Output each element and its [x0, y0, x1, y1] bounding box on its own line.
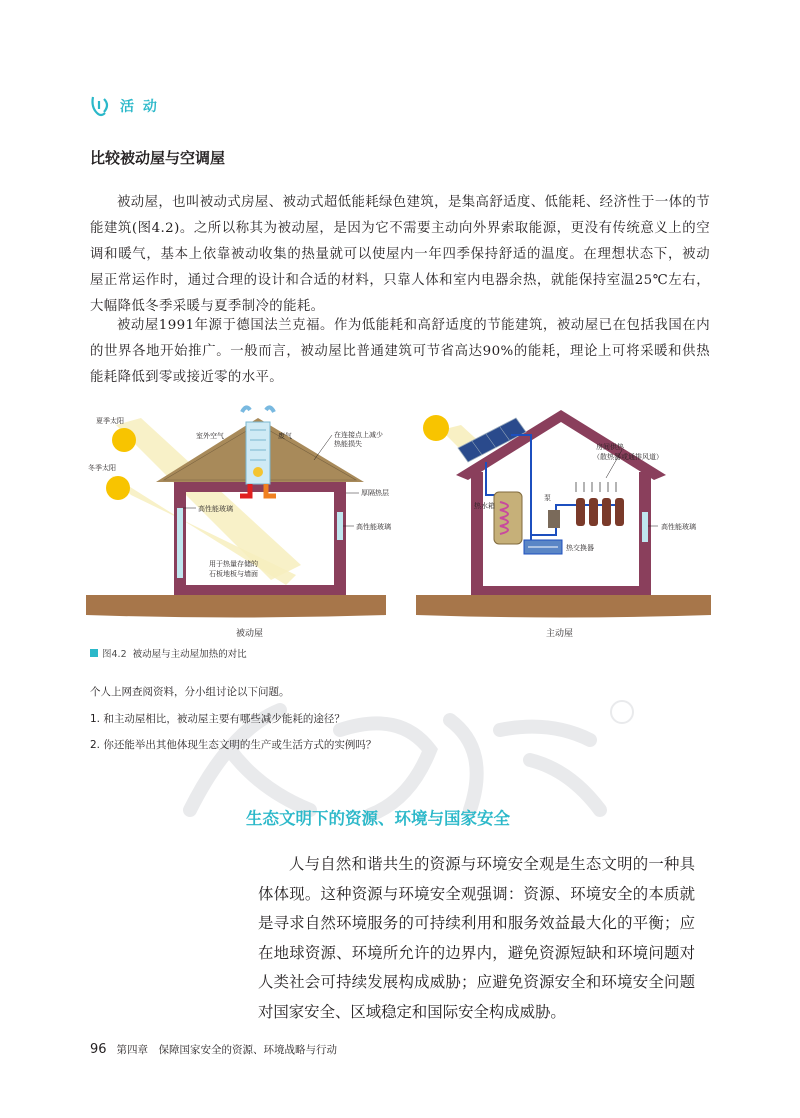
joint-note-label-1: 在连接点上减少 — [334, 431, 383, 439]
section-body: 人与自然和谐共生的资源与环境安全观是生态文明的一种具体体现。这种资源与环境安全观强调：资源、环境安全的本质就是寻求自然环境服务的可持续利用和服务效益最大化的平衡；应在地球资源、环境所允许的边界内，避免资源短缺和环境问题对人类社会可持续发展构成威胁；应避免资源安全和环境安全问题对国家安全、区域稳定和国际安全构成威胁。 — [258, 855, 695, 1021]
activity-icon — [88, 93, 114, 119]
questions-intro: 个人上网查阅资料，分小组讨论以下问题。 — [90, 686, 290, 698]
water-tank-label: 热水箱 — [474, 502, 495, 510]
exhaust-air-label: 废气 — [278, 432, 292, 440]
glass-label-left: 高性能玻璃 — [198, 505, 233, 513]
water-tank-icon — [494, 492, 522, 544]
paragraph-2: 被动屋1991年源于德国法兰克福。作为低能耗和高舒适度的节能建筑，被动屋已在包括我国在内的世界各地开始推广。一般而言，被动屋比普通建筑可节省高达90%的能耗，理论上可将采暖和供热能耗降低到零或接近零的水平。 — [90, 318, 710, 385]
activity-label: 活 动 — [120, 99, 159, 115]
paragraph-1: 被动屋，也叫被动式房屋、被动式超低能耗绿色建筑，是集高舒适度、低能耗、经济性于一体的节能建筑(图4.2)。之所以称其为被动屋，是因为它不需要主动向外界索取能源，更没有传统意义上的空调和暖气，基本上依靠被动收集的热量就可以使屋内一年四季保持舒适的温度。在理想状态下，被动屋正常运作时，通过合理的设计和合适的材料，只靠人体和室内电器余热，就能保持室温25℃左右，大幅降低冬季采暖与夏季制冷的能耗。 — [90, 195, 710, 314]
figure-houses — [86, 400, 716, 650]
outdoor-air-label: 室外空气 — [196, 432, 224, 440]
room-heating-label-2: （散热器或通排风道） — [593, 453, 663, 461]
summer-sun-label: 夏季太阳 — [96, 417, 124, 425]
section-title: 生态文明下的资源、环境与国家安全 — [246, 809, 510, 828]
active-house-title: 主动屋 — [546, 629, 574, 639]
figure-caption — [90, 646, 247, 660]
active-house-illustration — [416, 410, 711, 618]
glass-label-right: 高性能玻璃 — [356, 523, 391, 531]
page-footer — [90, 1042, 337, 1057]
pump-label: 泵 — [544, 494, 551, 502]
active-glass-label: 高性能玻璃 — [661, 523, 696, 531]
joint-note-label-2: 热能损失 — [334, 440, 362, 448]
storage-label-1: 用于热量存储的 — [209, 560, 258, 568]
chapter-title: 第四章 保障国家安全的资源、环境战略与行动 — [116, 1044, 338, 1056]
question-1: 1. 和主动屋相比，被动屋主要有哪些减少能耗的途径？ — [90, 713, 345, 725]
activity-heading: 比较被动屋与空调屋 — [90, 149, 226, 167]
passive-house-title: 被动屋 — [236, 629, 264, 639]
sun-icon — [423, 415, 449, 441]
activity-badge — [88, 92, 159, 120]
storage-label-2: 石板地板与墙面 — [209, 570, 258, 578]
caption-marker — [90, 649, 98, 657]
caption-text: 被动屋与主动屋加热的对比 — [132, 649, 247, 660]
winter-sun-icon — [106, 476, 130, 500]
insulation-label: 厚隔热层 — [361, 489, 389, 497]
winter-sun-label: 冬季太阳 — [88, 464, 116, 472]
heat-exchanger-label: 热交换器 — [566, 544, 594, 552]
radiator-icon — [576, 498, 624, 526]
caption-label: 图4.2 — [102, 649, 127, 660]
room-heating-label-1: 房间供热 — [596, 443, 624, 451]
page-number: 96 — [90, 1042, 107, 1057]
summer-sun-icon — [112, 428, 136, 452]
question-2: 2. 你还能举出其他体现生态文明的生产或生活方式的实例吗？ — [90, 739, 377, 751]
